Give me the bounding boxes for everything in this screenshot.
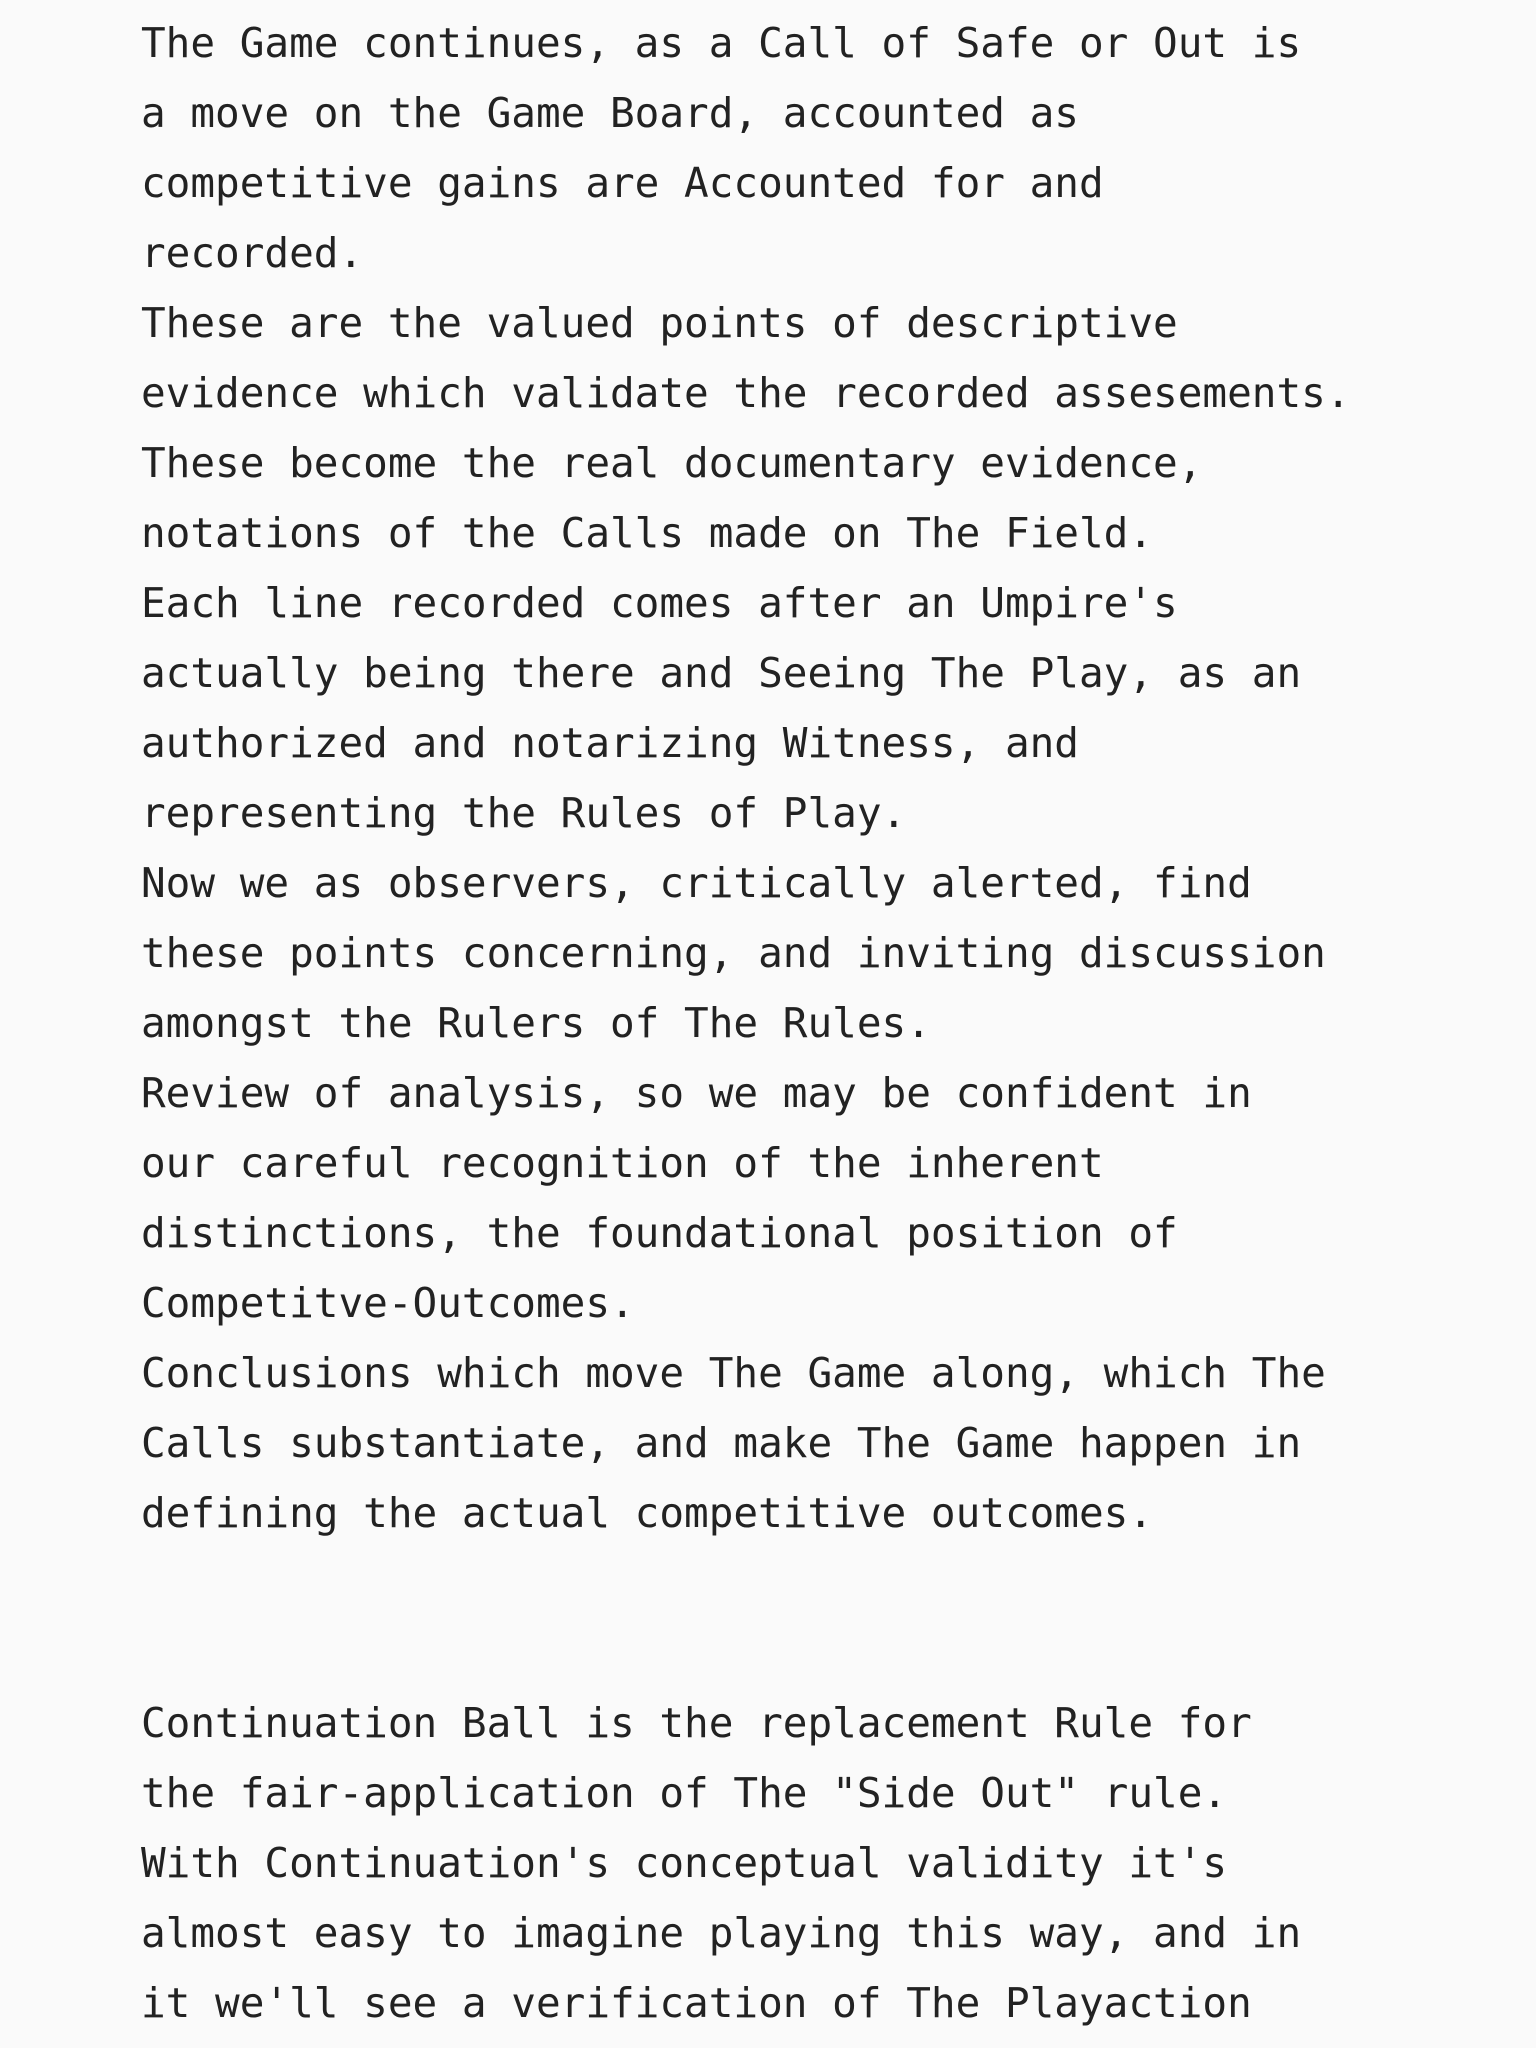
text-line: amongst the Rulers of The Rules. (141, 999, 931, 1047)
text-line: notations of the Calls made on The Field. (141, 509, 1154, 557)
text-line: competitive gains are Accounted for and (141, 159, 1104, 207)
text-line: Calls substantiate, and make The Game happen in (141, 1419, 1302, 1467)
text-line: recorded. (141, 229, 364, 277)
text-line: evidence which validate the recorded assesements. (141, 369, 1351, 417)
text-line: The Game continues, as a Call of Safe or Out is (141, 19, 1302, 67)
text-line: actually being there and Seeing The Play, as an (141, 649, 1302, 697)
text-line: representing the Rules of Play. (141, 789, 907, 837)
text-line: Review of analysis, so we may be confident in (141, 1069, 1252, 1117)
text-line: these points concerning, and inviting discussion (141, 929, 1326, 977)
text-line: our careful recognition of the inherent (141, 1139, 1104, 1187)
text-section-2 (141, 1688, 1536, 2038)
text-line: These become the real documentary evidence, (141, 439, 1203, 487)
text-line: it we'll see a verification of The Playaction (141, 1979, 1252, 2027)
text-line: defining the actual competitive outcomes. (141, 1489, 1154, 1537)
text-line: With Continuation's conceptual validity it's (141, 1839, 1228, 1887)
text-line: almost easy to imagine playing this way, and in (141, 1909, 1302, 1957)
text-line: Competitve-Outcomes. (141, 1279, 635, 1327)
text-line: authorized and notarizing Witness, and (141, 719, 1079, 767)
text-line: These are the valued points of descriptive (141, 299, 1178, 347)
text-section-1 (141, 8, 1536, 1548)
text-line: distinctions, the foundational position of (141, 1209, 1178, 1257)
text-line: Conclusions which move The Game along, which The (141, 1349, 1326, 1397)
text-line: Continuation Ball is the replacement Rule for (141, 1699, 1252, 1747)
text-line: Each line recorded comes after an Umpire's (141, 579, 1178, 627)
section-spacer (141, 1548, 1536, 1688)
text-line: a move on the Game Board, accounted as (141, 89, 1079, 137)
text-line: Now we as observers, critically alerted, find (141, 859, 1252, 907)
text-line: the fair-application of The "Side Out" rule. (141, 1769, 1228, 1817)
